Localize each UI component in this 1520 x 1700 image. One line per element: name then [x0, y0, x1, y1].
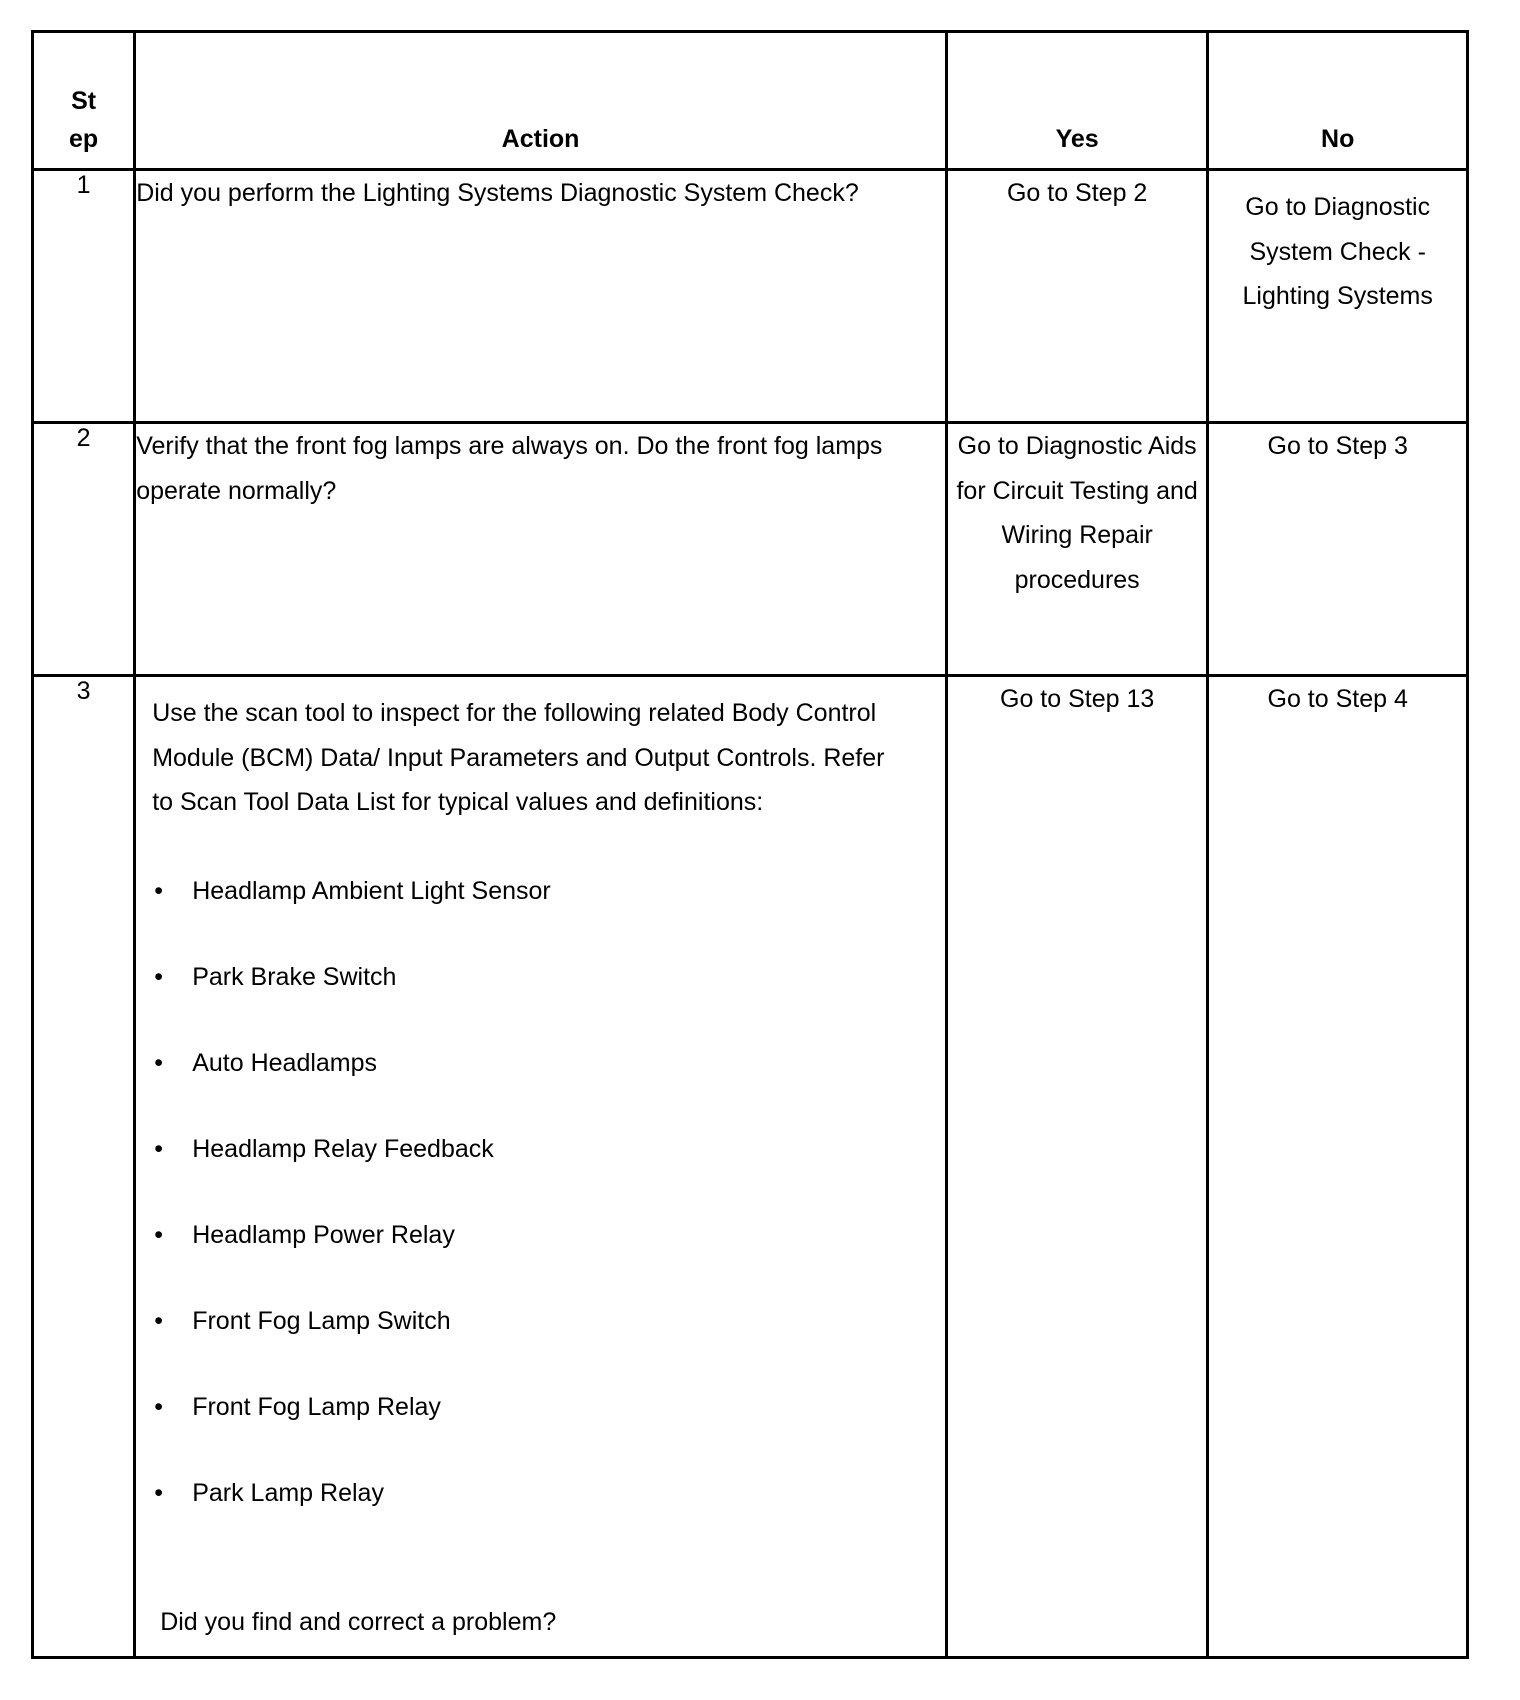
action-text: Verify that the front fog lamps are always on. Do the front fog lamps operate normally? [135, 423, 947, 676]
yes-result: Go to Diagnostic Aids for Circuit Testing and Wiring Repair procedures [946, 423, 1208, 676]
parameter-label: Auto Headlamps [192, 1049, 378, 1077]
no-result: Go to Step 3 [1208, 423, 1468, 676]
action-column-header: Action [135, 32, 947, 170]
step-number: 2 [33, 423, 135, 676]
step-column-header [33, 32, 135, 170]
no-column-header: No [1208, 32, 1468, 170]
bullet-icon: • [154, 877, 163, 905]
bullet-icon: • [154, 1049, 163, 1077]
parameter-item [152, 1127, 892, 1213]
table-row [33, 676, 1468, 1658]
action-question-text: Did you find and correct a problem? [160, 1607, 557, 1636]
bullet-icon: • [154, 1479, 163, 1507]
parameter-item [152, 1471, 892, 1557]
step-number: 1 [33, 170, 135, 423]
parameter-item [152, 1041, 892, 1127]
parameter-item [152, 955, 892, 1041]
bullet-icon: • [154, 1307, 163, 1335]
bullet-icon: • [154, 1393, 163, 1421]
bullet-icon: • [154, 963, 163, 991]
diagnostic-table [31, 30, 1469, 1659]
parameter-label: Headlamp Ambient Light Sensor [192, 877, 551, 905]
table-row [33, 423, 1468, 676]
table-row [33, 170, 1468, 423]
parameter-label: Park Brake Switch [192, 963, 397, 991]
step-number: 3 [33, 676, 135, 1658]
parameter-item [152, 1299, 892, 1385]
yes-result: Go to Step 2 [946, 170, 1208, 423]
step-header-part1: St [71, 87, 97, 115]
no-result: Go to Diagnostic System Check - Lighting Systems [1208, 170, 1468, 423]
action-cell [135, 676, 947, 1658]
parameter-label: Front Fog Lamp Relay [192, 1393, 441, 1421]
step-header-part2: ep [69, 125, 99, 153]
bullet-icon: • [154, 1221, 163, 1249]
parameter-label: Headlamp Relay Feedback [192, 1135, 494, 1163]
yes-column-header: Yes [946, 32, 1208, 170]
parameter-item [152, 869, 892, 955]
header-row [33, 32, 1468, 170]
parameter-label: Front Fog Lamp Switch [192, 1307, 451, 1335]
parameter-label: Park Lamp Relay [192, 1479, 384, 1507]
parameter-list [152, 869, 892, 1557]
action-intro-text: Use the scan tool to inspect for the following related Body Control Module (BCM) Data/ Input Parameters and Output Controls. Refer to Scan Tool Data List for typical values and definitions: [152, 699, 885, 816]
no-result: Go to Step 4 [1208, 676, 1468, 1658]
parameter-item [152, 1213, 892, 1299]
bullet-icon: • [154, 1135, 163, 1163]
parameter-item [152, 1385, 892, 1471]
action-text: Did you perform the Lighting Systems Diagnostic System Check? [135, 170, 947, 423]
parameter-label: Headlamp Power Relay [192, 1221, 455, 1249]
yes-result: Go to Step 13 [946, 676, 1208, 1658]
